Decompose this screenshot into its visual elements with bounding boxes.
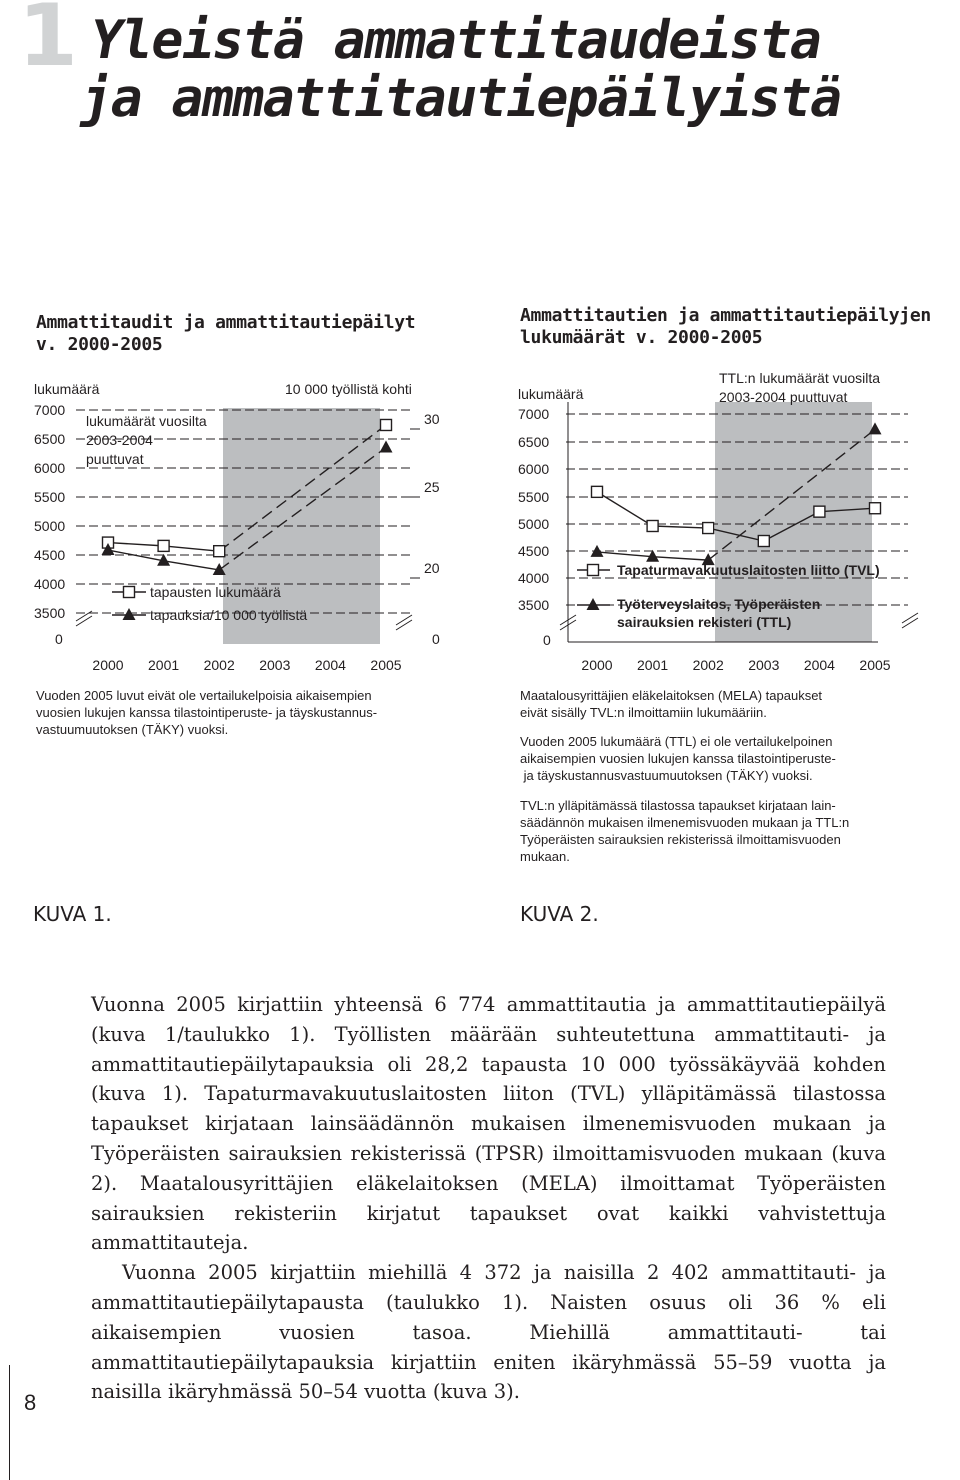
legend-marker: [123, 608, 136, 620]
chapter-title-line-2: ja ammattitautiepäilyistä: [75, 68, 847, 129]
chapter-title: [76, 12, 946, 128]
y-tick-label: 6000: [34, 460, 66, 476]
missing-data-note: lukumäärät vuosilta: [86, 413, 207, 429]
missing-data-note: 2003-2004 puuttuvat: [719, 389, 848, 405]
y-tick-label: 6500: [518, 434, 550, 450]
figure2-title-line-1: Ammattitautien ja ammattitautiepäilyjen: [520, 305, 931, 326]
y-tick-label: 7000: [34, 402, 66, 418]
figure2-note-line: ja täyskustannusvastuumuutoksen (TÄKY) vuoksi.: [520, 768, 813, 783]
figure1-title-line-1: Ammattitaudit ja ammattitautiepäilyt: [36, 312, 416, 333]
y-tick-label: 4500: [518, 543, 550, 559]
x-tick-label: 2005: [859, 657, 891, 673]
series-line: [164, 546, 220, 551]
figure2-title-line-2: lukumäärät v. 2000-2005: [520, 327, 763, 348]
axis-break-mark: [902, 618, 918, 628]
x-tick-label: 2002: [692, 657, 724, 673]
figure2-note-paragraph: [520, 733, 940, 784]
y-tick-label: 4000: [518, 570, 550, 586]
legend-label: Tapaturmavakuutuslaitosten liitto (TVL): [617, 562, 880, 578]
x-tick-label: 2001: [148, 657, 180, 673]
figure2-caption: KUVA 2.: [520, 902, 599, 926]
series-line: [108, 543, 164, 546]
y-tick-label: 7000: [518, 406, 550, 422]
figure2-title: [520, 305, 931, 349]
figure2-note-line: Työperäisten sairauksien rekisterissä ilmoittamisvuoden: [520, 832, 841, 847]
x-tick-label: 2000: [92, 657, 124, 673]
body-paragraph: Vuonna 2005 kirjattiin yhteensä 6 774 ammattitautia ja ammattitautiepäilyä (kuva 1/taulukko 1). Työllisten määrään suhteutettuna ammattitauti- ja ammattitautiepäilytapauksia oli 28,2 tapausta 10 000 työssäkäyvää kohden (kuva 1). Tapaturmavakuutuslaitosten liiton (TVL) ylläpitämässä tilastossa tapaukset kirjataan lainsäädännön mukaisen ilmenemisvuoden mukaan ja Työperäisten sairauksien rekisterissä (TPSR) ilmoittamisvuoden mukaan (kuva 2). Maatalousyrittäjien eläkelaitoksen (MELA) ilmoittamat Työperäisten sairauksien rekisteriin kirjatut tapaukset ovat kaikki vahvistettuja ammattitauteja.: [91, 993, 886, 1255]
y-tick-label: 6000: [518, 461, 550, 477]
series-point-rate: [380, 441, 393, 453]
series-point-count: [158, 540, 169, 551]
missing-data-note: 2003-2004: [86, 432, 153, 448]
figure1-note-line: vastuumuutoksen (TÄKY) vuoksi.: [36, 722, 229, 737]
y-tick-label: 0: [543, 632, 551, 648]
figure2-note-line: eivät sisälly TVL:n ilmoittamiin lukumääriin.: [520, 705, 767, 720]
y-tick-label: 6500: [34, 431, 66, 447]
figure2-note-paragraph: [520, 687, 940, 721]
chapter-title-line-1: Yleistä ammattitaudeista: [85, 10, 827, 71]
x-tick-label: 2005: [370, 657, 402, 673]
figure2-note-line: mukaan.: [520, 849, 570, 864]
missing-data-note: TTL:n lukumäärät vuosilta: [719, 370, 881, 386]
figure2-note-line: säädännön mukaisen ilmenemisvuoden mukaan ja TTL:n: [520, 815, 850, 830]
series-point-tvl: [758, 536, 769, 547]
y-tick-label: 5500: [34, 489, 66, 505]
x-tick-label: 2003: [748, 657, 780, 673]
figure1-note-line: Vuoden 2005 luvut eivät ole vertailukelpoisia aikaisempien: [36, 688, 372, 703]
legend-label: Työterveyslaitos, Työperäisten: [617, 596, 821, 612]
legend-marker: [588, 565, 599, 576]
legend-label: tapausten lukumäärä: [150, 584, 281, 600]
y-tick-label: 5000: [518, 516, 550, 532]
y-tick-label: 4500: [34, 547, 66, 563]
axis-break-mark: [902, 613, 918, 623]
axis-break-mark: [396, 615, 412, 625]
y2-tick-label: 0: [432, 631, 440, 647]
series-point-tvl: [592, 486, 603, 497]
page-number: 8: [24, 1390, 37, 1415]
y-tick-label: 0: [55, 631, 63, 647]
figure1-caption: KUVA 1.: [33, 902, 112, 926]
figure2-note-line: TVL:n ylläpitämässä tilastossa tapaukset kirjataan lain-: [520, 798, 836, 813]
y-tick-label: 3500: [518, 597, 550, 613]
missing-data-note: puuttuvat: [86, 451, 144, 467]
figure1-note-line: vuosien lukujen kanssa tilastointiperuste- ja täyskustannus-: [36, 705, 378, 720]
figure2-note-paragraph: [520, 797, 940, 865]
x-tick-label: 2001: [637, 657, 669, 673]
figure1-title: [36, 312, 415, 356]
x-tick-label: 2000: [581, 657, 613, 673]
y-tick-label: 3500: [34, 605, 66, 621]
y2-tick-label: 25: [424, 479, 440, 495]
series-point-tvl: [647, 520, 658, 531]
y-tick-label: 4000: [34, 576, 66, 592]
y2-tick-label: 30: [424, 411, 440, 427]
chapter-number: 1: [18, 0, 78, 86]
legend-label: tapauksia/10 000 työllistä: [150, 607, 308, 623]
figure2-note-line: aikaisempien vuosien lukujen kanssa tilastointiperuste-: [520, 751, 836, 766]
x-tick-label: 2002: [203, 657, 235, 673]
y-tick-label: 5500: [518, 489, 550, 505]
legend-marker: [124, 587, 135, 598]
series-line: [164, 561, 220, 570]
figure2-note-line: Vuoden 2005 lukumäärä (TTL) ei ole vertailukelpoinen: [520, 734, 833, 749]
y-axis-label: lukumäärä: [34, 381, 100, 397]
figure1-title-line-2: v. 2000-2005: [36, 334, 163, 355]
chart-occupational-diseases: [0, 370, 480, 680]
figure2-note-line: Maatalousyrittäjien eläkelaitoksen (MELA) tapaukset: [520, 688, 823, 703]
figure2-note: [520, 687, 940, 865]
body-paragraph: Vuonna 2005 kirjattiin miehillä 4 372 ja naisilla 2 402 ammattitauti- ja ammattitautiepäilytapausta (taulukko 1). Naisten osuus oli 36 % eli aikaisempien vuosien tasoa. Miehillä ammattitauti- tai ammattitautiepäilytapauksia kirjattiin eniten ikäryhmässä 55–59 vuotta ja naisilla ikäryhmässä 50–54 vuotta (kuva 3).: [91, 1261, 886, 1404]
series-point-tvl: [703, 523, 714, 534]
y2-axis-label: 10 000 työllistä kohti: [285, 381, 412, 397]
margin-rule: [9, 1365, 10, 1480]
legend-label: sairauksien rekisteri (TTL): [617, 614, 792, 630]
x-tick-label: 2003: [259, 657, 291, 673]
series-point-count: [214, 546, 225, 557]
series-point-count: [381, 419, 392, 430]
series-line: [597, 552, 653, 557]
legend-marker: [587, 598, 600, 610]
series-point-tvl: [870, 503, 881, 514]
series-line: [653, 526, 709, 528]
body-text: [91, 990, 886, 1407]
series-line: [653, 557, 709, 560]
axis-break-mark: [396, 620, 412, 630]
chart-cases-by-registry: [480, 362, 960, 680]
x-tick-label: 2004: [314, 657, 346, 673]
series-point-tvl: [814, 506, 825, 517]
x-tick-label: 2004: [803, 657, 835, 673]
y2-tick-label: 20: [424, 560, 440, 576]
figure1-note: [36, 687, 456, 738]
y-axis-label: lukumäärä: [518, 386, 584, 402]
y-tick-label: 5000: [34, 518, 66, 534]
axis-break-mark: [76, 616, 92, 626]
